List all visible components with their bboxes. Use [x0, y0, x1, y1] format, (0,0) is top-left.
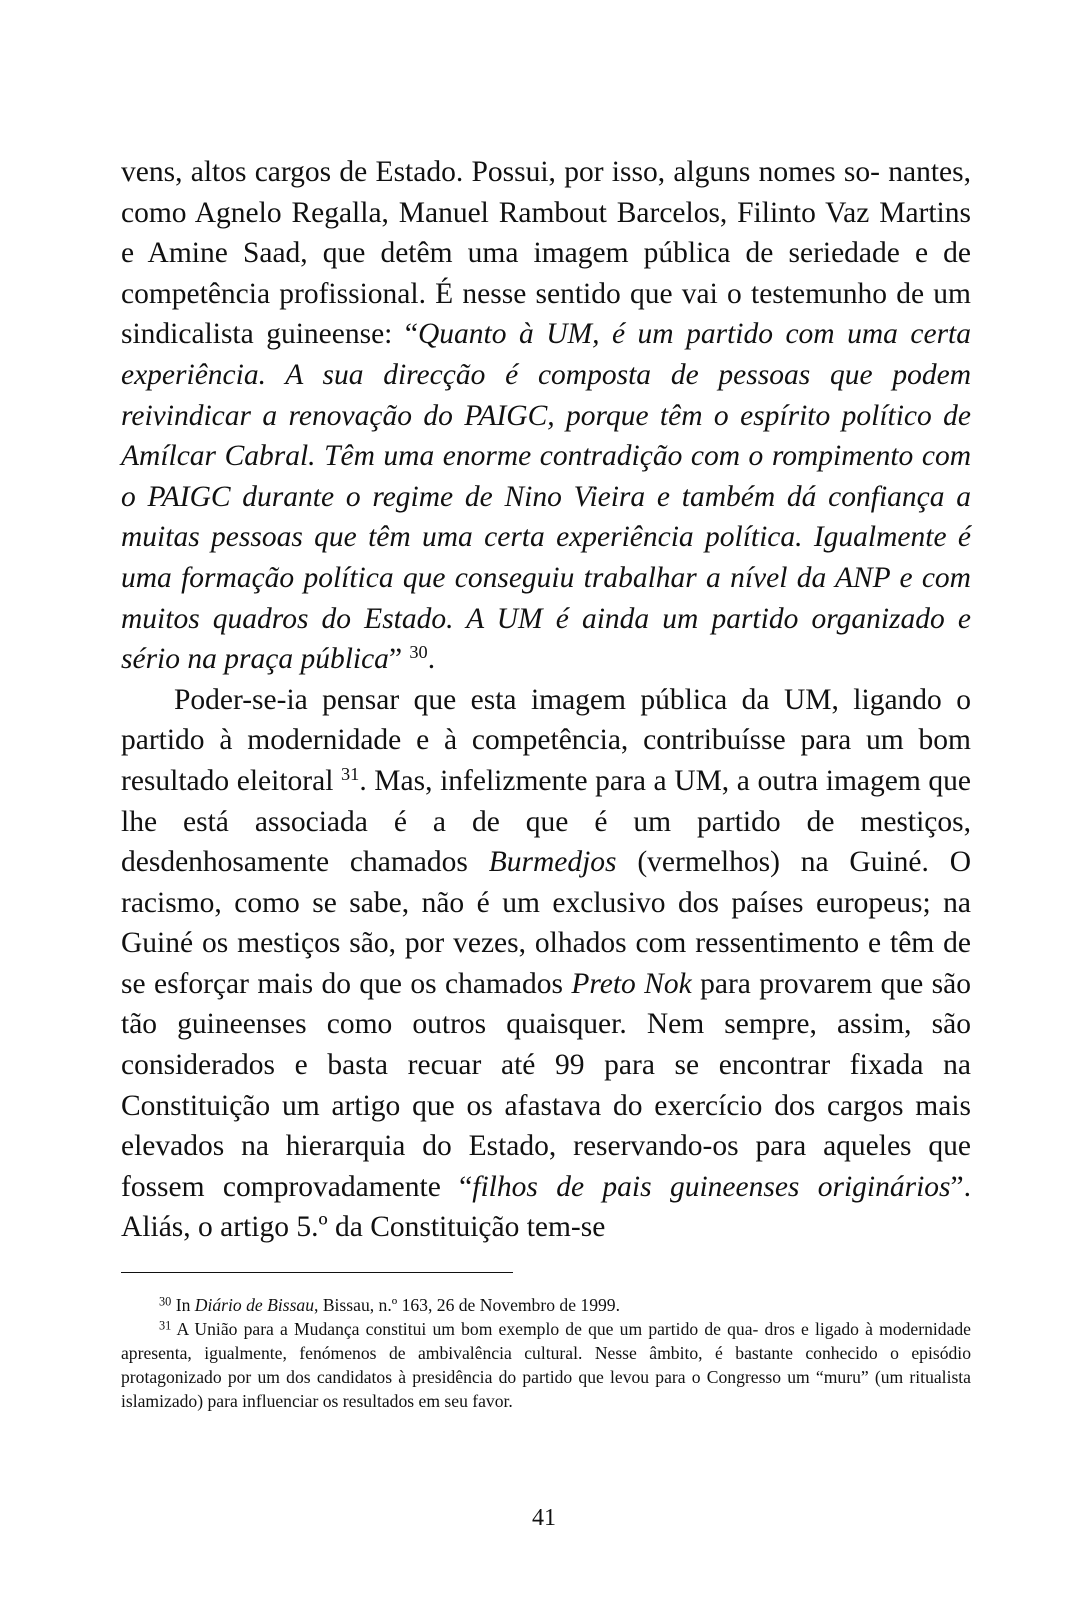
footnote-reference: 30 [159, 1294, 172, 1309]
italic-text: Burmedjos [488, 846, 617, 879]
paragraph-2 [121, 680, 971, 1248]
body-text [121, 152, 971, 1248]
text-run: A União para a Mudança constitui um bom exemplo de que um partido de qua- dros e ligado à modernidade apresenta, igualmente, fenómenos de ambivalência cultural. Nesse âmbito, é bastante conhecido o episódio protagonizado por um dos candidatos à presidência do partido que levou para o Congresso um “muru” (um ritualista islamizado) para influenciar os resultados em seu favor. [121, 1319, 971, 1411]
paragraph-1 [121, 152, 971, 680]
italic-text: Diário de Bissau [194, 1295, 315, 1315]
text-run: In [171, 1295, 195, 1315]
text-run: (vermelhos) na Guiné. O racismo, como se sabe, não é um exclusivo dos países europeus; na Guiné os mestiços são, por vezes, olhados com ressentimento e têm de se esforçar mais do que os chamados [121, 846, 972, 1000]
text-run: ”. Aliás, o artigo 5.º da Constituição tem-se [121, 1170, 972, 1244]
footnote-31 [121, 1317, 971, 1413]
text-run: Poder-se-ia pensar que esta imagem pública da UM, ligando o partido à modernidade e à competência, contribuísse para um bom resultado eleitoral [121, 683, 971, 797]
text-run: , Bissau, n.º 163, 26 de Novembro de 1999. [314, 1295, 620, 1315]
italic-text: Preto Nok [571, 967, 692, 1000]
footnote-separator [121, 1272, 513, 1273]
footnote-reference: 31 [159, 1318, 172, 1333]
text-run: . [427, 643, 436, 676]
italic-text: filhos de pais guineenses originários [472, 1170, 951, 1203]
footnote-reference: 30 [409, 642, 428, 663]
page-number: 41 [532, 1505, 556, 1531]
text-run: ” [388, 643, 410, 676]
text-run: . Mas, infelizmente para a UM, a outra imagem que lhe está associada é a de que é um partido de mestiços, desdenhosamente chamados [121, 764, 971, 879]
footnotes [121, 1293, 971, 1413]
footnote-30 [121, 1293, 971, 1317]
text-run: vens, altos cargos de Estado. Possui, por isso, alguns nomes so- nantes, como Agnelo Regalla, Manuel Rambout Barcelos, Filinto Vaz Martins e Amine Saad, que detêm uma imagem pública de seriedade e de competência profissional. É nesse sentido que vai o testemunho de um sindicalista guineense: “ [121, 156, 971, 351]
text-run: para provarem que são tão guineenses como outros quaisquer. Nem sempre, assim, são considerados e basta recuar até 99 para se encontrar fixada na Constituição um artigo que os afastava do exercício dos cargos mais elevados na hierarquia do Estado, reservando-os para aqueles que fossem comprovadamente “ [121, 967, 971, 1203]
footnote-reference: 31 [341, 763, 360, 784]
page-body [121, 152, 971, 1248]
italic-text: Quanto à UM, é um partido com uma certa experiência. A sua direcção é composta de pessoas que podem reivindicar a renovação do PAIGC, porque têm o espírito político de Amílcar Cabral. Têm uma enorme contradição com o rompimento com o PAIGC durante o regime de Nino Vieira e também dá confiança a muitas pessoas que têm uma certa experiência política. Igualmente é uma formação política que conseguiu trabalhar a nível da ANP e com muitos quadros do Estado. A UM é ainda um partido organizado e sério na praça pública [121, 318, 972, 676]
